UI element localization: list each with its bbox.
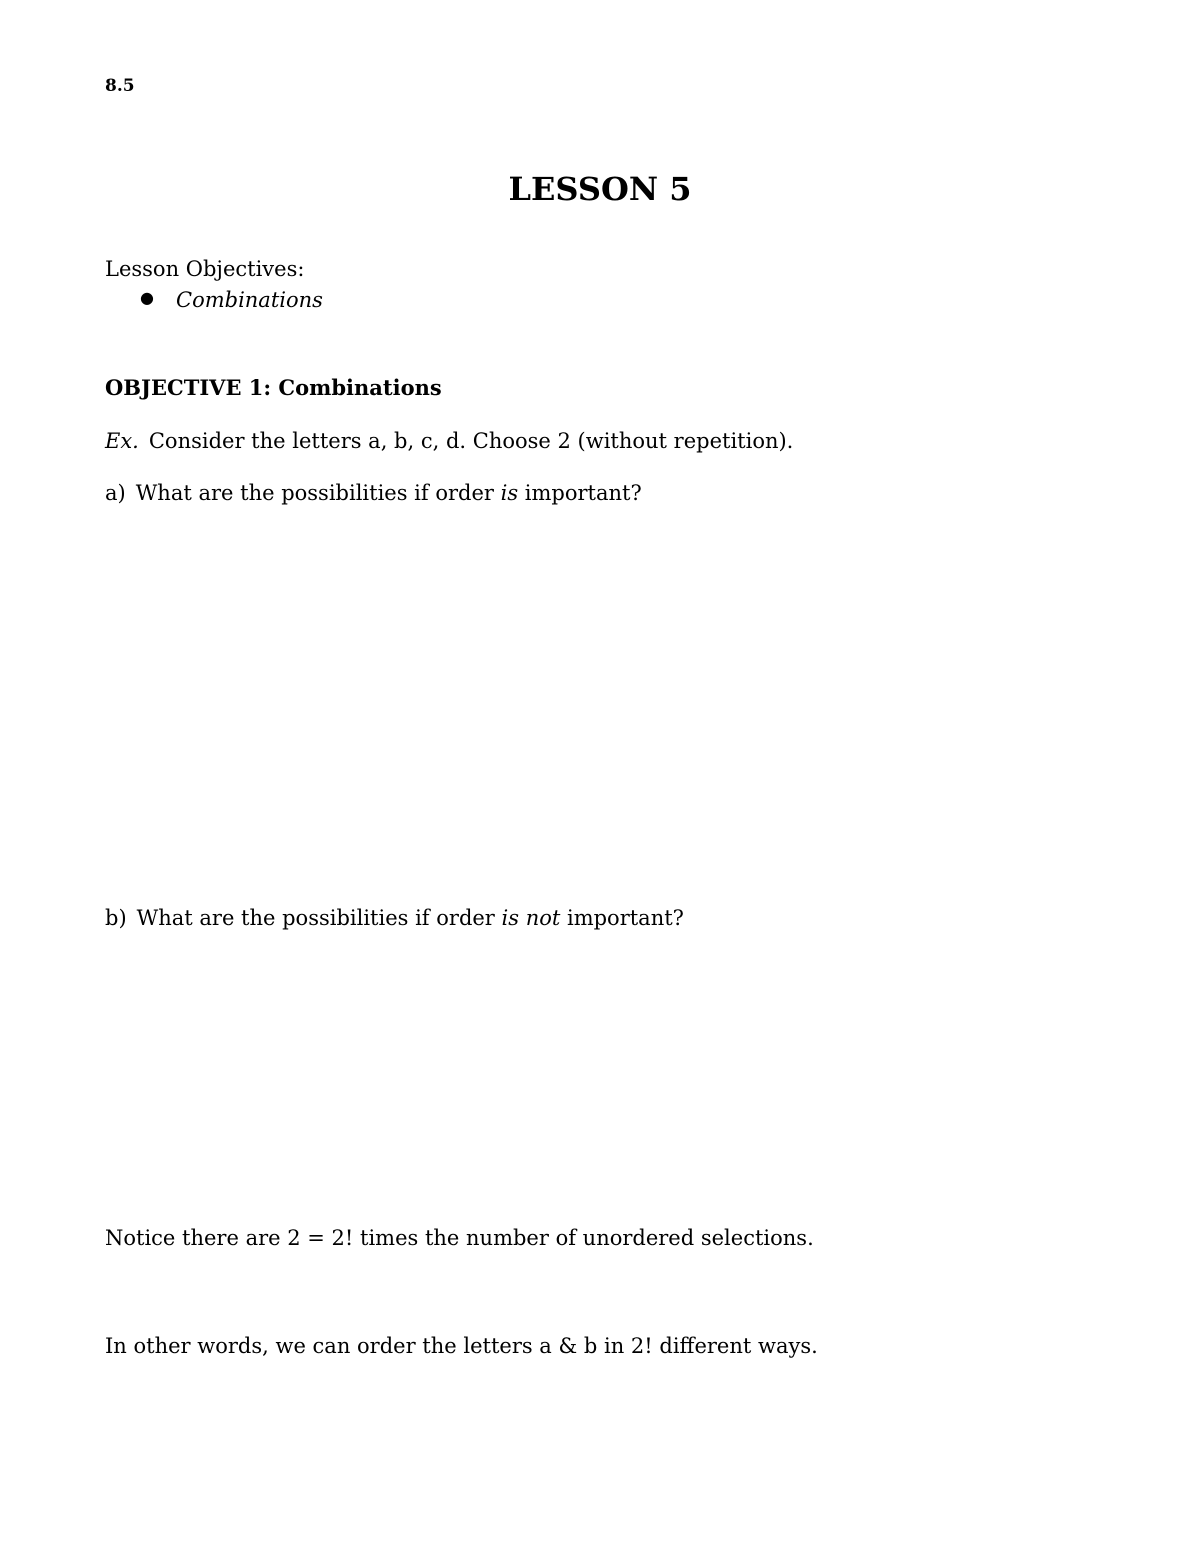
bullet-icon: ● — [140, 288, 154, 307]
question-a-label: a) — [105, 481, 126, 505]
objective-heading: OBJECTIVE 1: Combinations — [105, 375, 442, 400]
objectives-label: Lesson Objectives: — [105, 257, 305, 281]
question-b-label: b) — [105, 906, 127, 930]
question-b-emphasis: is not — [501, 906, 561, 930]
question-a — [105, 481, 642, 505]
section-number: 8.5 — [105, 76, 135, 96]
example-line — [105, 429, 793, 453]
notice-text: Notice there are 2 = 2! times the number of unordered selections. — [105, 1226, 814, 1250]
question-b-before: What are the possibilities if order — [136, 906, 502, 930]
question-a-emphasis: is — [500, 481, 519, 505]
example-prefix: Ex. — [105, 429, 139, 453]
question-b-after: important? — [560, 906, 684, 930]
question-a-before: What are the possibilities if order — [135, 481, 501, 505]
other-words-text: In other words, we can order the letters a & b in 2! different ways. — [105, 1334, 818, 1358]
question-b — [105, 906, 684, 930]
question-a-after: important? — [518, 481, 642, 505]
page-title: LESSON 5 — [508, 170, 692, 208]
objective-item: Combinations — [176, 288, 323, 312]
example-text: Consider the letters a, b, c, d. Choose 2 (without repetition). — [148, 429, 794, 453]
